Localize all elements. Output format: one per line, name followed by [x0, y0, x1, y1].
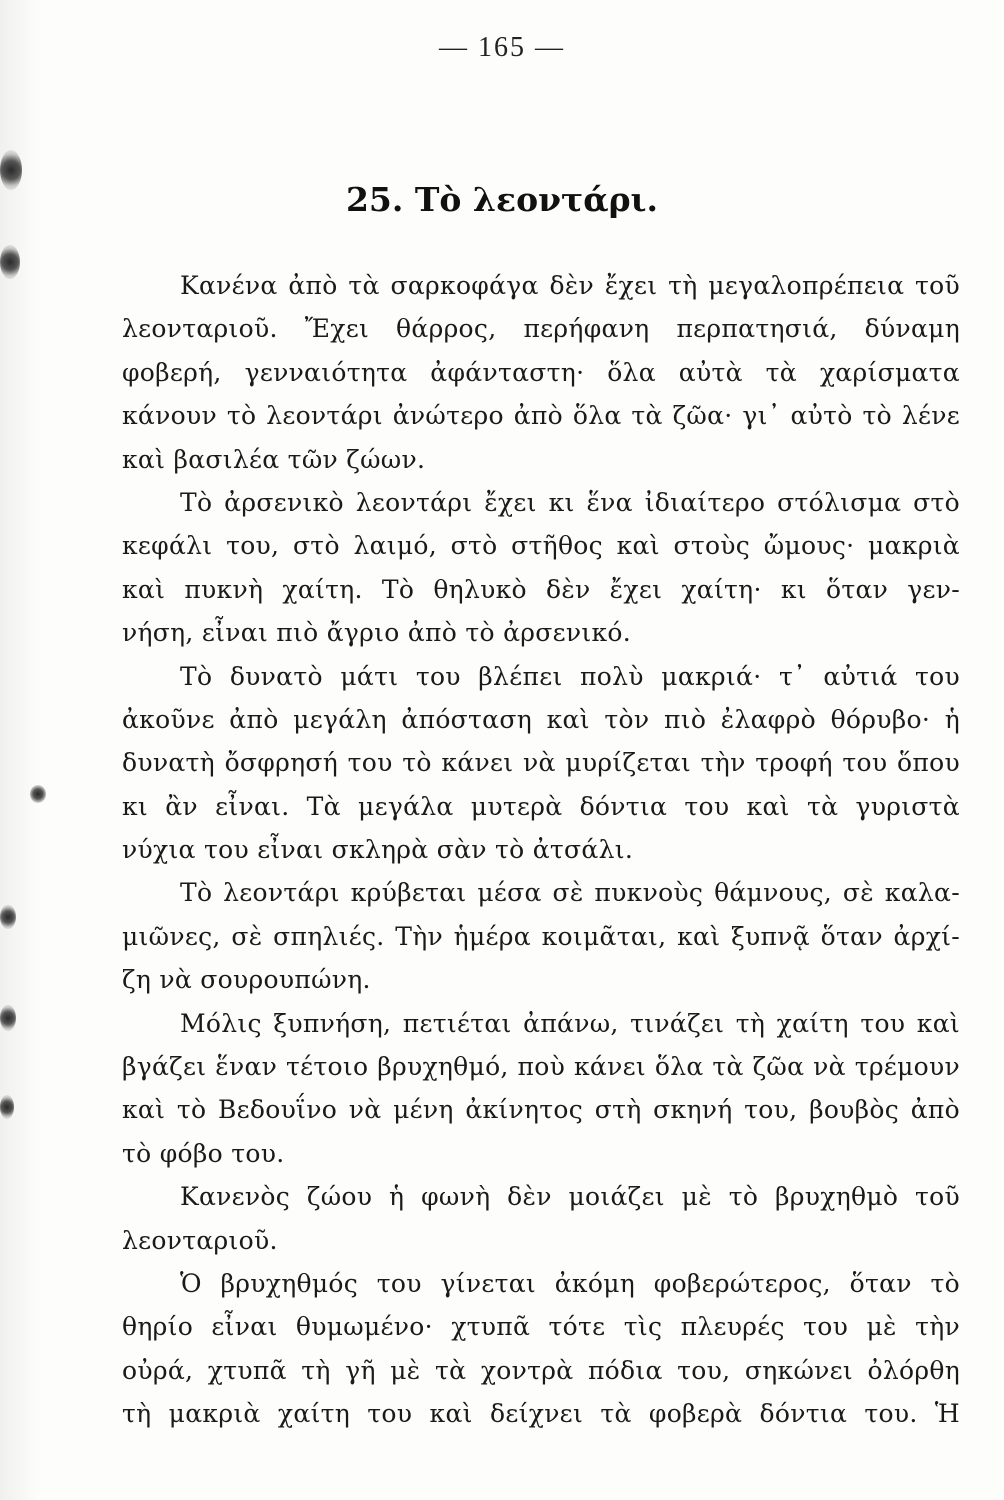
text-line: οὐρά, χτυπᾶ τὴ γῆ μὲ τὰ χοντρὰ πόδια του, σηκώνει ὀλόρθη [122, 1355, 960, 1385]
text-line: τὴ μακριὰ χαίτη του καὶ δείχνει τὰ φοβερὰ δόντια του. Ἡ [122, 1399, 960, 1429]
text-line: λεονταριοῦ. [122, 1225, 278, 1255]
text-line: Κανένα ἀπὸ τὰ σαρκοφάγα δὲν ἔχει τὴ μεγαλοπρέπεια τοῦ [180, 271, 960, 300]
text-line: νύχια του εἶναι σκληρὰ σὰν τὸ ἀτσάλι. [122, 835, 634, 865]
text-line: φοβερή, γενναιότητα ἀφάνταστη· ὅλα αὐτὰ τὰ χαρίσματα [122, 357, 960, 387]
text-line: θηρίο εἶναι θυμωμένο· χτυπᾶ τότε τὶς πλευρές του μὲ τὴν [122, 1312, 960, 1342]
text-line: Τὸ δυνατὸ μάτι του βλέπει πολὺ μακριά· τ᾿ αὐτιά του [180, 661, 960, 691]
text-line: κεφάλι του, στὸ λαιμό, στὸ στῆθος καὶ στοὺς ὤμους· μακριὰ [122, 531, 960, 561]
body-text [122, 264, 960, 1436]
binding-hole-mark [0, 1005, 16, 1031]
page-number: — 165 — [439, 32, 565, 63]
binding-hole-mark [30, 785, 46, 803]
text-line: βγάζει ἕναν τέτοιο βρυχηθμό, ποὺ κάνει ὅλα τὰ ζῶα νὰ τρέμουν [122, 1052, 960, 1082]
text-line: Κανενὸς ζώου ἡ φωνὴ δὲν μοιάζει μὲ τὸ βρυχηθμὸ τοῦ [180, 1182, 960, 1212]
binding-hole-mark [0, 1095, 14, 1119]
text-line: ἀκοῦνε ἀπὸ μεγάλη ἀπόσταση καὶ τὸν πιὸ ἐλαφρὸ θόρυβο· ἡ [122, 704, 960, 734]
text-line: Μόλις ξυπνήση, πετιέται ἀπάνω, τινάζει τὴ χαίτη του καὶ [180, 1008, 960, 1038]
text-line: καὶ πυκνὴ χαίτη. Τὸ θηλυκὸ δὲν ἔχει χαίτη· κι ὅταν γεν- [122, 574, 960, 604]
text-line: Τὸ λεοντάρι κρύβεται μέσα σὲ πυκνοὺς θάμνους, σὲ καλα- [180, 878, 960, 908]
binding-hole-mark [0, 905, 16, 929]
chapter-title: 25. Τὸ λεοντάρι. [345, 180, 659, 219]
text-line: λεονταριοῦ. Ἔχει θάρρος, περήφανη περπατησιά, δύναμη [122, 314, 960, 344]
text-line: κάνουν τὸ λεοντάρι ἀνώτερο ἀπὸ ὅλα τὰ ζῶα· γι᾿ αὐτὸ τὸ λένε [122, 401, 960, 431]
binding-hole-mark [0, 245, 20, 279]
text-line: νήση, εἶναι πιὸ ἄγριο ἀπὸ τὸ ἀρσενικό. [122, 618, 632, 648]
text-line: καὶ βασιλέα τῶν ζώων. [122, 444, 426, 474]
text-line: Τὸ ἀρσενικὸ λεοντάρι ἔχει κι ἕνα ἰδιαίτερο στόλισμα στὸ [180, 487, 960, 517]
binding-edge-shadow [0, 0, 40, 1500]
text-line: κι ἂν εἶναι. Τὰ μεγάλα μυτερὰ δόντια του καὶ τὰ γυριστὰ [122, 791, 960, 821]
text-line: δυνατὴ ὄσφρησή του τὸ κάνει νὰ μυρίζεται τὴν τροφή του ὅπου [122, 748, 960, 778]
text-line: καὶ τὸ Βεδουΐνο νὰ μένη ἀκίνητος στὴ σκηνή του, βουβὸς ἀπὸ [122, 1095, 960, 1125]
text-line: μιῶνες, σὲ σπηλιές. Τὴν ἡμέρα κοιμᾶται, καὶ ξυπνᾷ ὅταν ἀρχί- [122, 921, 960, 951]
text-line: ζη νὰ σουρουπώνη. [122, 965, 371, 995]
text-line: Ὁ βρυχηθμός του γίνεται ἀκόμη φοβερώτερος, ὅταν τὸ [180, 1268, 960, 1298]
text-line: τὸ φόβο του. [122, 1138, 285, 1168]
